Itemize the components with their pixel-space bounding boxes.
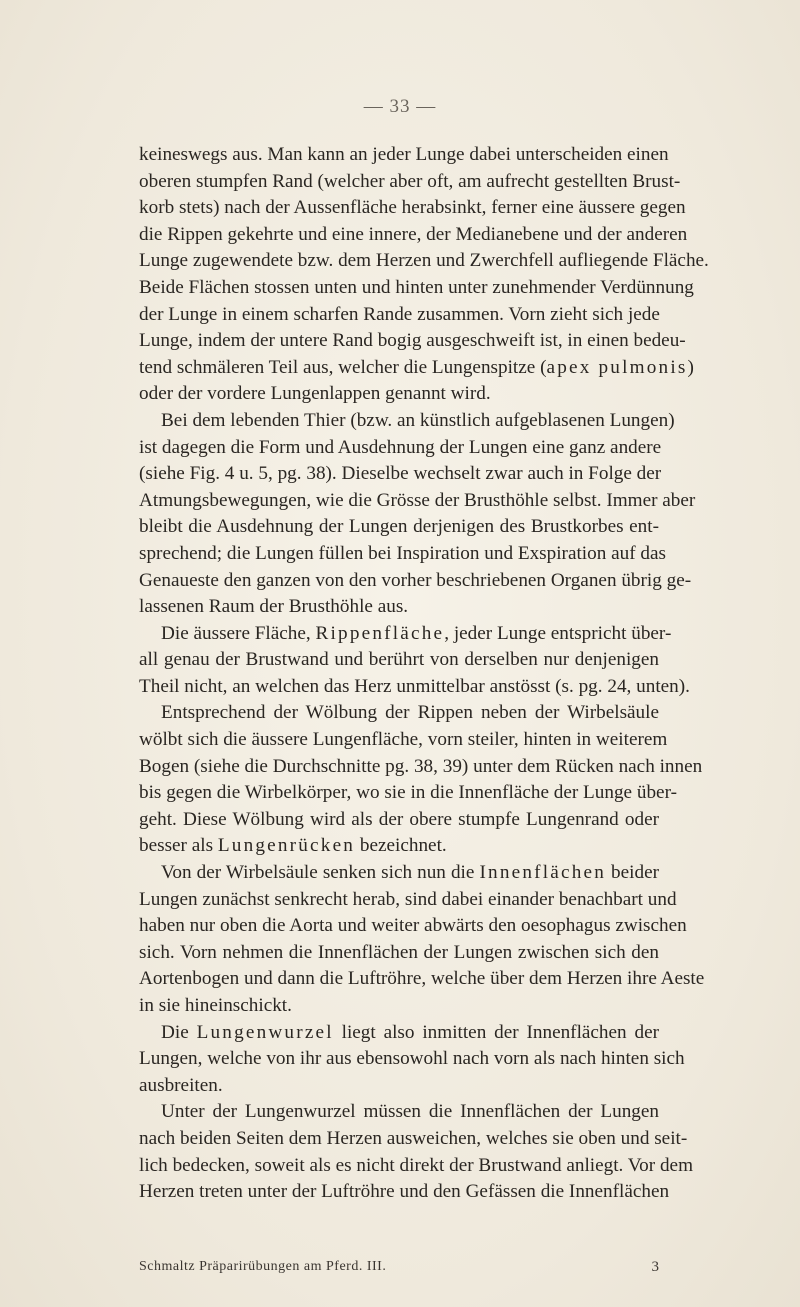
- text-line: der Lunge in einem scharfen Rande zusammen. Vorn zieht sich jede: [139, 303, 660, 325]
- text-line: nach beiden Seiten dem Herzen ausweichen, welches sie oben und seit-: [139, 1127, 688, 1149]
- text-line: (siehe Fig. 4 u. 5, pg. 38). Dieselbe wechselt zwar auch in Folge der: [139, 463, 662, 485]
- text-line: korb stets) nach der Aussenfläche herabsinkt, ferner eine äussere gegen: [139, 197, 686, 219]
- text-line: Bogen (siehe die Durchschnitte pg. 38, 39) unter dem Rücken nach innen: [139, 755, 703, 777]
- text-line: tend schmäleren Teil aus, welcher die Lungenspitze (apex pulmonis): [139, 356, 694, 378]
- text-line: bis gegen die Wirbelkörper, wo sie in die Innenfläche der Lunge über-: [139, 782, 677, 804]
- text-line: Unter der Lungenwurzel müssen die Innenflächen der Lungen: [161, 1101, 659, 1123]
- text-line: oder der vordere Lungenlappen genannt wird.: [139, 383, 491, 405]
- text-line: Lungen, welche von ihr aus ebensowohl nach vorn als nach hinten sich: [139, 1048, 685, 1070]
- text-line: lassenen Raum der Brusthöhle aus.: [139, 596, 409, 618]
- text-line: in sie hineinschickt.: [139, 995, 292, 1016]
- text-line: wölbt sich die äussere Lungenfläche, vorn steiler, hinten in weiterem: [139, 729, 668, 751]
- text-line: Bei dem lebenden Thier (bzw. an künstlich aufgeblasenen Lungen): [161, 409, 675, 431]
- body-text: [139, 142, 709, 1206]
- text-line: ist dagegen die Form und Ausdehnung der Lungen eine ganz andere: [139, 436, 662, 458]
- emphasized-term: Innenflächen: [479, 862, 606, 884]
- sheet-number: 3: [651, 1259, 659, 1275]
- text-line: Atmungsbewegungen, wie die Grösse der Brusthöhle selbst. Immer aber: [139, 489, 696, 511]
- text-line: geht. Diese Wölbung wird als der obere stumpfe Lungenrand oder: [139, 808, 659, 830]
- text-line: Lunge, indem der untere Rand bogig ausgeschweift ist, in einen bedeu-: [139, 330, 686, 352]
- emphasized-term: Rippenfläche: [315, 622, 445, 644]
- text-line: haben nur oben die Aorta und weiter abwärts den oesophagus zwischen: [139, 915, 687, 937]
- text-line: Lunge zugewendete bzw. dem Herzen und Zwerchfell aufliegende Fläche.: [139, 250, 709, 272]
- text-line: die Rippen gekehrte und eine innere, der Medianebene und der anderen: [139, 223, 688, 245]
- text-line: sich. Vorn nehmen die Innenflächen der Lungen zwischen sich den: [139, 941, 659, 963]
- text-line: Aortenbogen und dann die Luftröhre, welche über dem Herzen ihre Aeste: [139, 968, 705, 990]
- emphasized-term: apex pulmonis: [546, 356, 688, 378]
- text-line: lich bedecken, soweit als es nicht direkt der Brustwand anliegt. Vor dem: [139, 1154, 693, 1176]
- text-line: keineswegs aus. Man kann an jeder Lunge dabei unterscheiden einen: [139, 144, 669, 165]
- printer-signature: Schmaltz Präparirübungen am Pferd. III.: [139, 1259, 387, 1274]
- text-line: Genaueste den ganzen von den vorher beschriebenen Organen übrig ge-: [139, 569, 692, 591]
- text-line: ausbreiten.: [139, 1074, 223, 1096]
- text-line: Die äussere Fläche, Rippenfläche, jeder Lunge entspricht über-: [161, 622, 672, 644]
- emphasized-term: Lungenrücken: [217, 835, 356, 857]
- text-line: besser als Lungenrücken bezeichnet.: [139, 835, 447, 857]
- text-line: Theil nicht, an welchen das Herz unmittelbar anstösst (s. pg. 24, unten).: [139, 675, 690, 697]
- emphasized-term: Lungenwurzel: [196, 1021, 334, 1043]
- text-line: oberen stumpfen Rand (welcher aber oft, am aufrecht gestellten Brust-: [139, 170, 681, 192]
- page-number: — 33 —: [363, 96, 437, 117]
- text-line: all genau der Brustwand und berührt von derselben nur denjenigen: [139, 649, 659, 671]
- text-line: Lungen zunächst senkrecht herab, sind dabei einander benachbart und: [139, 888, 677, 910]
- text-line: bleibt die Ausdehnung der Lungen derjenigen des Brustkorbes ent-: [139, 516, 659, 538]
- text-line: Entsprechend der Wölbung der Rippen neben der Wirbelsäule: [161, 702, 659, 724]
- text-line: sprechend; die Lungen füllen bei Inspiration und Exspiration auf das: [139, 542, 666, 564]
- text-line: Herzen treten unter der Luftröhre und den Gefässen die Innenflächen: [139, 1181, 670, 1203]
- text-line: Von der Wirbelsäule senken sich nun die Innenflächen beider: [161, 862, 659, 884]
- text-line: Die Lungenwurzel liegt also inmitten der Innenflächen der: [161, 1021, 659, 1043]
- footer: [139, 1259, 659, 1275]
- text-line: Beide Flächen stossen unten und hinten unter zunehmender Verdünnung: [139, 276, 694, 298]
